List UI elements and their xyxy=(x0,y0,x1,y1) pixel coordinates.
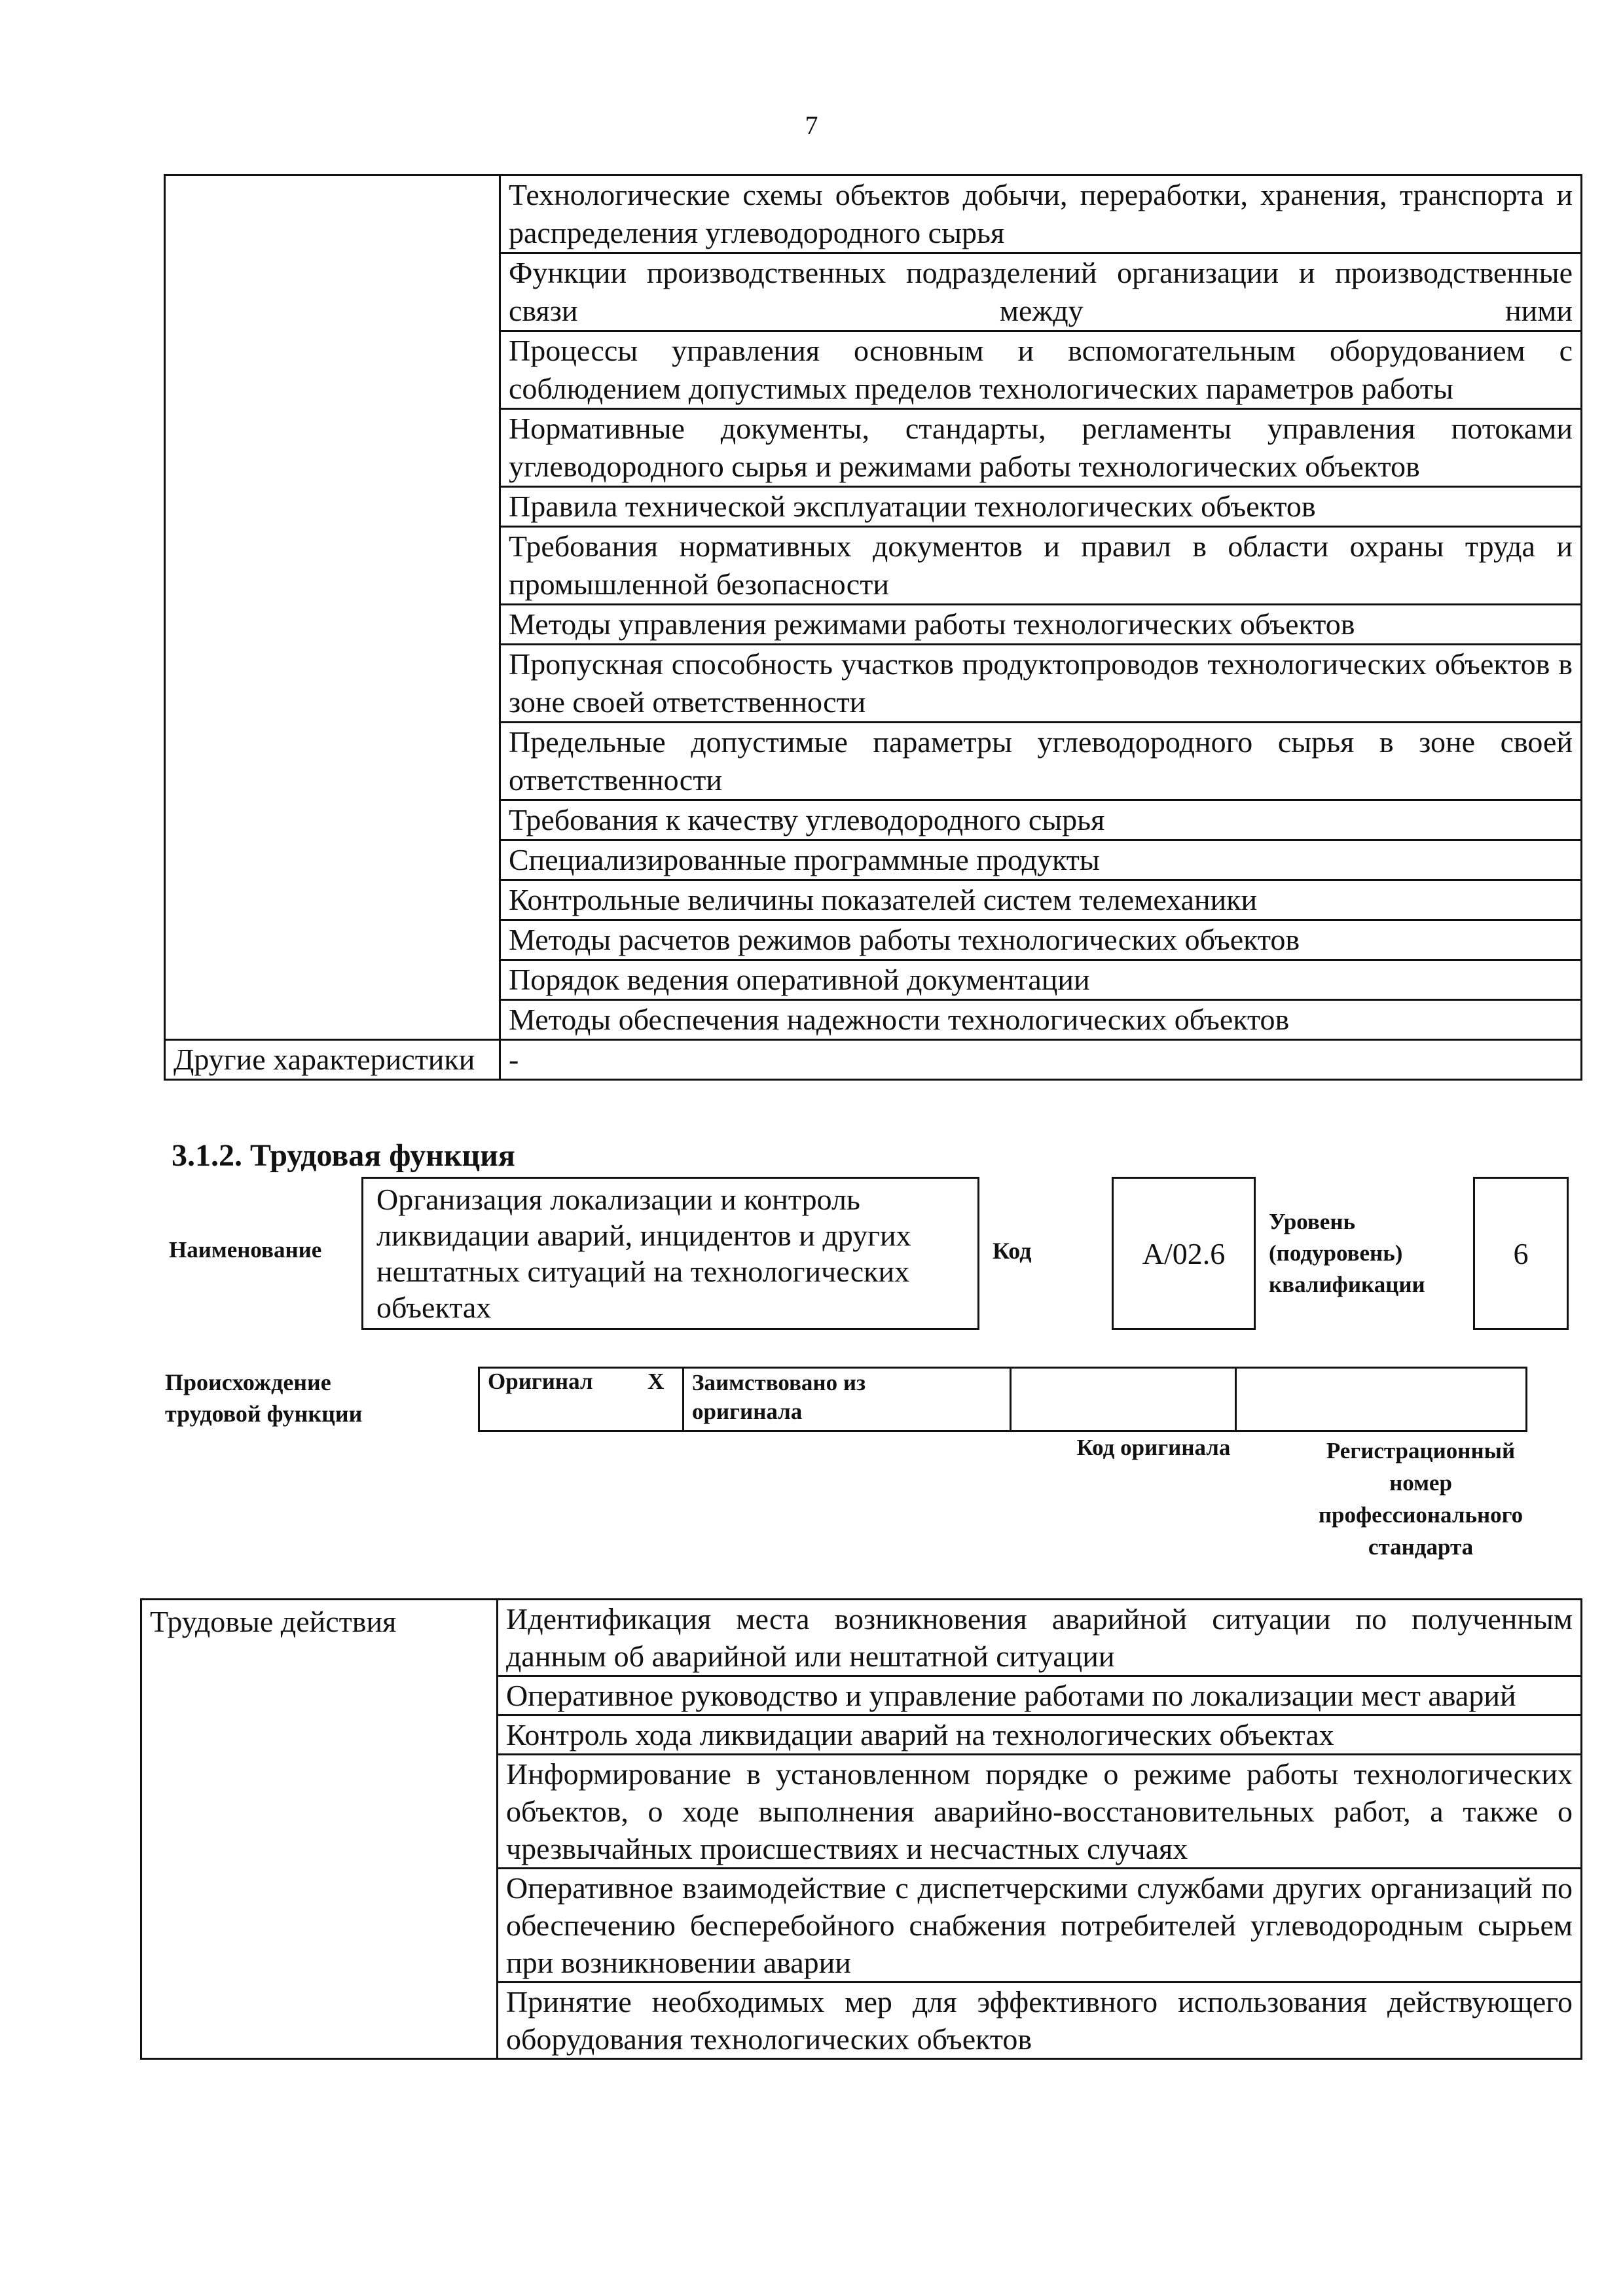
knowledge-item: Требования нормативных документов и правил в области охраны труда и промышленной безопасности xyxy=(500,527,1582,605)
knowledge-item: Методы обеспечения надежности технологических объектов xyxy=(500,1000,1582,1040)
other-characteristics-value: - xyxy=(500,1040,1582,1080)
code-original-cell xyxy=(1011,1368,1236,1431)
action-item: Оперативное руководство и управление работами по локализации мест аварий xyxy=(498,1676,1582,1715)
code-label: Код xyxy=(993,1238,1032,1264)
knowledge-item: Правила технической эксплуатации технологических объектов xyxy=(500,487,1582,527)
level-label-line: квалификации xyxy=(1269,1272,1425,1297)
code-value: A/02.6 xyxy=(1142,1236,1226,1270)
origin-label-line: трудовой функции xyxy=(165,1401,363,1427)
borrowed-label-line: оригинала xyxy=(692,1399,803,1424)
code-original-label: Код оригинала xyxy=(1076,1435,1231,1460)
reg-number-label xyxy=(1283,1435,1558,1563)
table-row xyxy=(479,1368,1527,1431)
function-name-box: Организация локализации и контроль ликвидации аварий, инцидентов и других нештатных ситуаций на технологических объектах xyxy=(361,1177,979,1330)
knowledge-item: Требования к качеству углеводородного сырья xyxy=(500,800,1582,840)
origin-table xyxy=(478,1367,1527,1432)
name-label: Наименование xyxy=(169,1237,322,1263)
knowledge-item: Методы управления режимами работы технологических объектов xyxy=(500,605,1582,645)
original-label: Оригинал xyxy=(479,1368,630,1431)
level-label-line: Уровень xyxy=(1269,1209,1356,1234)
actions-table xyxy=(140,1598,1582,2060)
reg-number-cell xyxy=(1236,1368,1527,1431)
knowledge-item: Методы расчетов режимов работы технологических объектов xyxy=(500,920,1582,960)
knowledge-label-cell xyxy=(165,175,500,1040)
knowledge-item: Нормативные документы, стандарты, регламенты управления потоками углеводородного сырья и режимами работы технологических объектов xyxy=(500,409,1582,487)
table-row xyxy=(165,175,1582,253)
knowledge-item: Контрольные величины показателей систем телемеханики xyxy=(500,880,1582,920)
level-value: 6 xyxy=(1513,1236,1529,1270)
knowledge-item: Предельные допустимые параметры углеводородного сырья в зоне своей ответственности xyxy=(500,723,1582,800)
reg-label-line: профессионального xyxy=(1318,1502,1523,1528)
code-value-box xyxy=(1112,1177,1256,1330)
actions-label: Трудовые действия xyxy=(141,1600,498,2059)
knowledge-item: Процессы управления основным и вспомогательным оборудованием с соблюдением допустимых пределов технологических параметров работы xyxy=(500,331,1582,409)
other-characteristics-label: Другие характеристики xyxy=(165,1040,500,1080)
action-item: Информирование в установленном порядке о режиме работы технологических объектов, о ходе выполнения аварийно-восстановительных работ, а также о чрезвычайных происшествиях и несчастных случаях xyxy=(498,1755,1582,1869)
reg-label-line: стандарта xyxy=(1368,1534,1474,1560)
origin-label-line: Происхождение xyxy=(165,1369,331,1395)
action-item: Идентификация места возникновения аварийной ситуации по полученным данным об аварийной или нештатной ситуации xyxy=(498,1600,1582,1676)
knowledge-item: Специализированные программные продукты xyxy=(500,840,1582,880)
page-number: 7 xyxy=(805,111,818,140)
action-item: Оперативное взаимодействие с диспетчерскими службами других организаций по обеспечению бесперебойного снабжения потребителей углеводородным сырьем при возникновении аварии xyxy=(498,1869,1582,1982)
action-item: Принятие необходимых мер для эффективного использования действующего оборудования технологических объектов xyxy=(498,1982,1582,2059)
knowledge-item: Порядок ведения оперативной документации xyxy=(500,960,1582,1000)
reg-label-line: номер xyxy=(1389,1470,1452,1496)
origin-label xyxy=(165,1367,362,1429)
table-row xyxy=(141,1600,1582,1676)
level-label xyxy=(1269,1206,1425,1300)
action-item: Контроль хода ликвидации аварий на технологических объектах xyxy=(498,1715,1582,1755)
knowledge-item: Функции производственных подразделений организации и производственные связи между ними xyxy=(500,253,1582,331)
level-label-line: (подуровень) xyxy=(1269,1240,1403,1266)
reg-label-line: Регистрационный xyxy=(1326,1438,1516,1463)
original-mark: X xyxy=(630,1368,684,1431)
knowledge-item: Пропускная способность участков продуктопроводов технологических объектов в зоне своей ответственности xyxy=(500,645,1582,723)
borrowed-label-line: Заимствовано из xyxy=(692,1370,866,1395)
table-row xyxy=(165,1040,1582,1080)
borrowed-label xyxy=(684,1368,1011,1431)
section-title: 3.1.2. Трудовая функция xyxy=(172,1138,515,1173)
knowledge-table xyxy=(164,174,1582,1081)
level-value-box xyxy=(1473,1177,1569,1330)
knowledge-item: Технологические схемы объектов добычи, переработки, хранения, транспорта и распределения углеводородного сырья xyxy=(500,175,1582,253)
